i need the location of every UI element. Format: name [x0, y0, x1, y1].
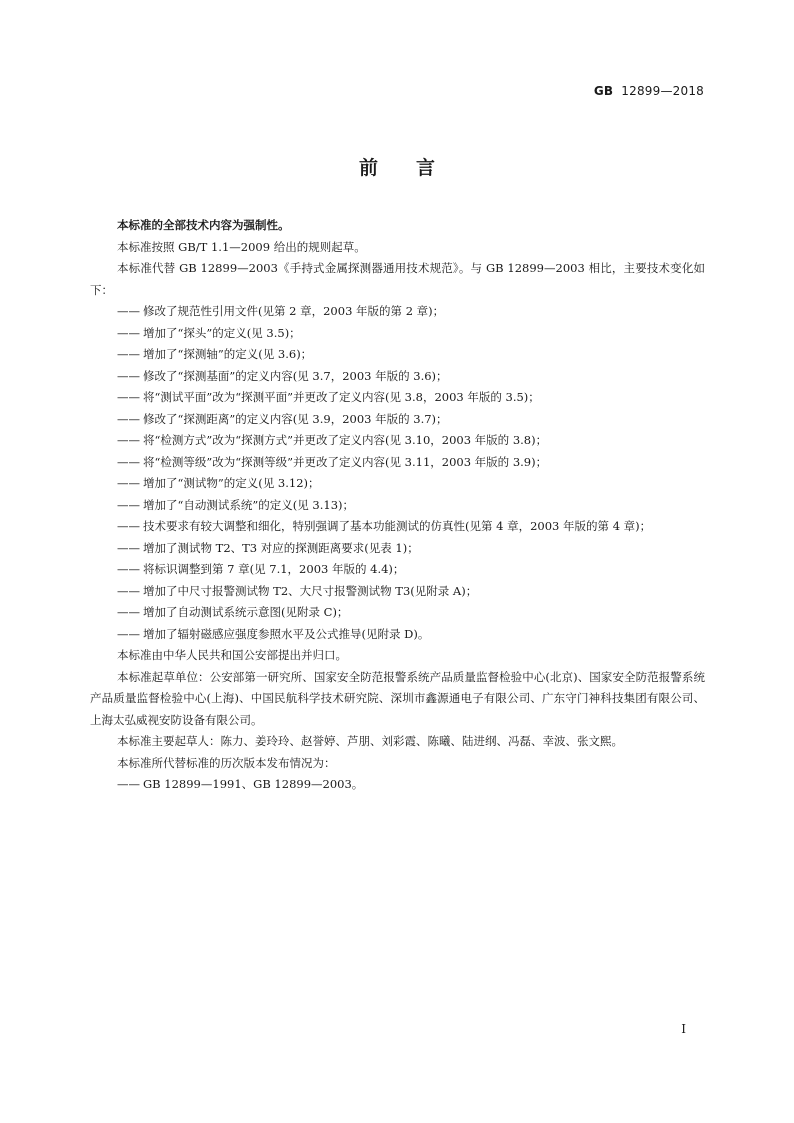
document-code — [594, 84, 704, 98]
change-item: —— 增加了“探头”的定义(见 3.5)； — [90, 323, 705, 345]
dash-marker: —— — [117, 497, 140, 512]
change-item: —— 增加了中尺寸报警测试物 T2、大尺寸报警测试物 T3(见附录 A)； — [90, 581, 705, 603]
drafters-paragraph: 本标准主要起草人：陈力、姜玲玲、赵誉婷、芦朋、刘彩霞、陈曦、陆进纲、冯磊、幸波、张文熙。 — [117, 734, 623, 748]
proposed-by-paragraph: 本标准由中华人民共和国公安部提出并归口。 — [117, 648, 347, 662]
mandatory-statement: 本标准的全部技术内容为强制性。 — [117, 218, 290, 232]
replacement-paragraph: 本标准代替 GB 12899—2003《手持式金属探测器通用技术规范》。与 GB 12899—2003 相比，主要技术变化如下： — [90, 261, 705, 297]
page-number: I — [681, 1022, 686, 1036]
change-item: —— 增加了辐射磁感应强度参照水平及公式推导(见附录 D)。 — [90, 624, 705, 646]
change-item: —— 技术要求有较大调整和细化，特别强调了基本功能测试的仿真性(见第 4 章，2003 年版的第 4 章)； — [90, 516, 705, 538]
change-item: —— 将标识调整到第 7 章(见 7.1，2003 年版的 4.4)； — [90, 559, 705, 581]
change-item: —— 增加了“测试物”的定义(见 3.12)； — [90, 473, 705, 495]
change-item: —— 将“测试平面”改为“探测平面”并更改了定义内容(见 3.8，2003 年版的 3.5)； — [90, 387, 705, 409]
dash-marker: —— — [117, 605, 140, 619]
dash-marker: —— — [117, 540, 140, 555]
change-item: —— 将“检测方式”改为“探测方式”并更改了定义内容(见 3.10，2003 年版的 3.8)； — [90, 430, 705, 452]
dash-marker: —— — [117, 390, 140, 404]
change-item: —— 增加了自动测试系统示意图(见附录 C)； — [90, 602, 705, 624]
dash-marker: —— — [117, 347, 140, 361]
page-title — [0, 153, 794, 180]
change-item: —— 增加了“探测轴”的定义(见 3.6)； — [90, 344, 705, 366]
change-item: —— 将“检测等级”改为“探测等级”并更改了定义内容(见 3.11，2003 年版的 3.9)； — [90, 452, 705, 474]
dash-marker: —— — [117, 304, 140, 318]
dash-marker: —— — [117, 325, 140, 340]
dash-marker: —— — [117, 433, 140, 447]
dash-marker: —— — [117, 626, 140, 641]
change-item: —— 修改了“探测距离”的定义内容(见 3.9，2003 年版的 3.7)； — [90, 409, 705, 431]
change-item: —— 增加了“自动测试系统”的定义(见 3.13)； — [90, 495, 705, 517]
dash-marker: —— — [117, 476, 140, 490]
change-item: —— 修改了“探测基面”的定义内容(见 3.7，2003 年版的 3.6)； — [90, 366, 705, 388]
dash-marker: —— — [117, 411, 140, 426]
history-intro-paragraph: 本标准所代替标准的历次版本发布情况为： — [117, 755, 336, 770]
changes-list — [90, 301, 705, 645]
dash-marker: —— — [117, 562, 140, 576]
standard-prefix: GB — [593, 84, 614, 98]
change-item: —— 增加了测试物 T2、T3 对应的探测距离要求(见表 1)； — [90, 538, 705, 560]
foreword-body — [90, 215, 705, 796]
title-char-2: 言 — [416, 157, 436, 179]
drafting-units-paragraph: 本标准起草单位：公安部第一研究所、国家安全防范报警系统产品质量监督检验中心(北京)、国家安全防范报警系统产品质量监督检验中心(上海)、中国民航科学技术研究院、深圳市鑫源通电子有限公司、广东守门神科技集团有限公司、上海太弘威视安防设备有限公司。 — [90, 669, 705, 727]
history-item: —— GB 12899—1991、GB 12899—2003。 — [90, 774, 705, 796]
dash-marker: —— — [117, 454, 140, 469]
title-char-1: 前 — [358, 157, 378, 179]
dash-marker: —— — [117, 777, 140, 791]
drafting-rules-paragraph: 本标准按照 GB/T 1.1—2009 给出的规则起草。 — [117, 239, 366, 254]
standard-number: 12899—2018 — [621, 84, 704, 98]
dash-marker: —— — [117, 368, 140, 383]
dash-marker: —— — [117, 519, 140, 533]
change-item: —— 修改了规范性引用文件(见第 2 章，2003 年版的第 2 章)； — [90, 301, 705, 323]
dash-marker: —— — [117, 583, 140, 598]
